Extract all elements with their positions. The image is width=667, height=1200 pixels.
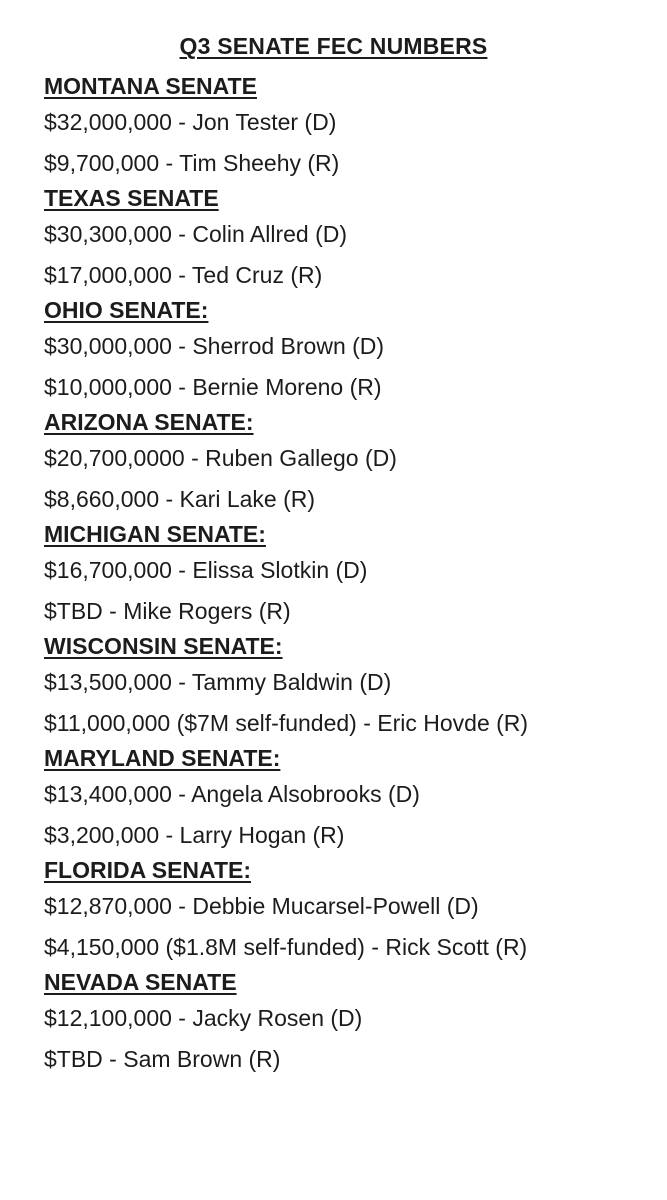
page-title: Q3 SENATE FEC NUMBERS	[179, 33, 488, 59]
candidate-entry: $4,150,000 ($1.8M self-funded) - Rick Scott (R)	[44, 933, 528, 960]
race-section-michigan	[44, 519, 657, 631]
race-heading: FLORIDA SENATE:	[44, 857, 251, 883]
race-heading: ARIZONA SENATE:	[44, 409, 254, 435]
race-section-maryland	[44, 743, 657, 855]
candidate-entry: $17,000,000 - Ted Cruz (R)	[44, 261, 323, 288]
candidate-entry: $32,000,000 - Jon Tester (D)	[44, 109, 337, 135]
candidate-entry: $TBD - Sam Brown (R)	[44, 1045, 281, 1072]
race-heading: OHIO SENATE:	[44, 297, 209, 323]
candidate-entry: $TBD - Mike Rogers (R)	[44, 597, 291, 624]
candidate-entry: $13,400,000 - Angela Alsobrooks (D)	[44, 781, 420, 807]
race-section-arizona	[44, 407, 657, 519]
candidate-entry: $16,700,000 - Elissa Slotkin (D)	[44, 557, 368, 583]
candidate-entry: $20,700,0000 - Ruben Gallego (D)	[44, 445, 397, 471]
race-heading: NEVADA SENATE	[44, 969, 237, 995]
candidate-entry: $9,700,000 - Tim Sheehy (R)	[44, 149, 340, 176]
race-heading: MARYLAND SENATE:	[44, 745, 281, 771]
candidate-entry: $30,000,000 - Sherrod Brown (D)	[44, 333, 385, 359]
candidate-entry: $11,000,000 ($7M self-funded) - Eric Hovde (R)	[44, 709, 529, 736]
race-heading: MICHIGAN SENATE:	[44, 521, 266, 547]
candidate-entry: $10,000,000 - Bernie Moreno (R)	[44, 373, 382, 400]
race-section-montana	[44, 71, 657, 183]
race-section-nevada	[44, 967, 657, 1079]
race-heading: TEXAS SENATE	[44, 185, 219, 211]
candidate-entry: $13,500,000 - Tammy Baldwin (D)	[44, 669, 392, 695]
race-list	[44, 71, 657, 1079]
candidate-entry: $12,870,000 - Debbie Mucarsel-Powell (D)	[44, 893, 479, 919]
race-section-florida	[44, 855, 657, 967]
race-heading: WISCONSIN SENATE:	[44, 633, 283, 659]
candidate-entry: $3,200,000 - Larry Hogan (R)	[44, 821, 345, 848]
race-heading: MONTANA SENATE	[44, 73, 257, 99]
race-section-wisconsin	[44, 631, 657, 743]
candidate-entry: $8,660,000 - Kari Lake (R)	[44, 485, 316, 512]
race-section-ohio	[44, 295, 657, 407]
candidate-entry: $30,300,000 - Colin Allred (D)	[44, 221, 347, 247]
race-section-texas	[44, 183, 657, 295]
candidate-entry: $12,100,000 - Jacky Rosen (D)	[44, 1005, 363, 1031]
